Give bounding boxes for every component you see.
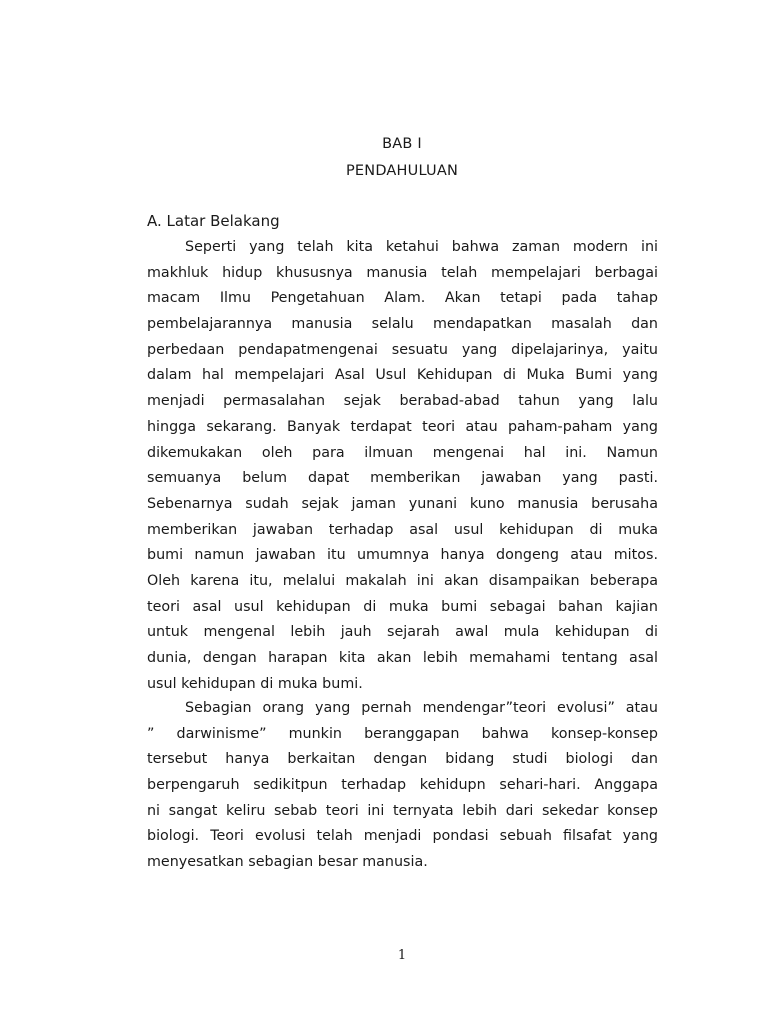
paragraph-line: menyesatkan sebagian besar manusia. [147,854,428,871]
paragraph-line: bumi namun jawaban itu umumnya hanya dongeng atau mitos. [147,547,658,564]
paragraph-line: semuanya belum dapat memberikan jawaban yang pasti. [147,470,658,487]
paragraph-line: usul kehidupan di muka bumi. [147,675,363,692]
paragraph-2 [147,696,658,876]
paragraph-line: menjadi permasalahan sejak berabad-abad tahun yang lalu [147,393,658,410]
paragraph-line: makhluk hidup khususnya manusia telah mempelajari berbagai [147,264,658,281]
paragraph-1 [147,235,658,697]
paragraph-line: berpengaruh sedikitpun terhadap kehidupn sehari-hari. Anggapa [147,777,658,794]
paragraph-line: ” darwinisme” munkin beranggapan bahwa konsep-konsep [147,725,658,742]
paragraph-line: macam Ilmu Pengetahuan Alam. Akan tetapi pada tahap [147,290,658,307]
paragraph-line: pembelajarannya manusia selalu mendapatkan masalah dan [147,316,658,333]
page-number: 1 [397,948,407,963]
paragraph-line: dalam hal mempelajari Asal Usul Kehidupan di Muka Bumi yang [147,367,658,384]
paragraph-line: Sebagian orang yang pernah mendengar”teori evolusi” atau [185,700,658,716]
paragraph-line: Oleh karena itu, melalui makalah ini akan disampaikan beberapa [147,572,658,589]
paragraph-line: biologi. Teori evolusi telah menjadi pondasi sebuah filsafat yang [147,828,658,845]
paragraph-line: hingga sekarang. Banyak terdapat teori atau paham-paham yang [147,418,658,435]
section-title: A. Latar Belakang [147,212,280,230]
chapter-title: PENDAHULUAN [345,163,459,179]
paragraph-line: Sebenarnya sudah sejak jaman yunani kuno manusia berusaha [147,495,658,512]
chapter-number: BAB I [382,136,422,152]
paragraph-line: dunia, dengan harapan kita akan lebih memahami tentang asal [147,650,658,666]
paragraph-line: ni sangat keliru sebab teori ini ternyata lebih dari sekedar konsep [147,802,658,819]
paragraph-line: tersebut hanya berkaitan dengan bidang studi biologi dan [147,751,658,768]
paragraph-line: teori asal usul kehidupan di muka bumi sebagai bahan kajian [147,598,658,615]
paragraph-line: dikemukakan oleh para ilmuan mengenai hal ini. Namun [147,444,658,461]
paragraph-line: perbedaan pendapatmengenai sesuatu yang dipelajarinya, yaitu [147,341,658,358]
paragraph-line: memberikan jawaban terhadap asal usul kehidupan di muka [147,521,658,538]
paragraph-line: untuk mengenal lebih jauh sejarah awal mula kehidupan di [147,624,658,641]
paragraph-line: Seperti yang telah kita ketahui bahwa zaman modern ini [185,239,658,255]
